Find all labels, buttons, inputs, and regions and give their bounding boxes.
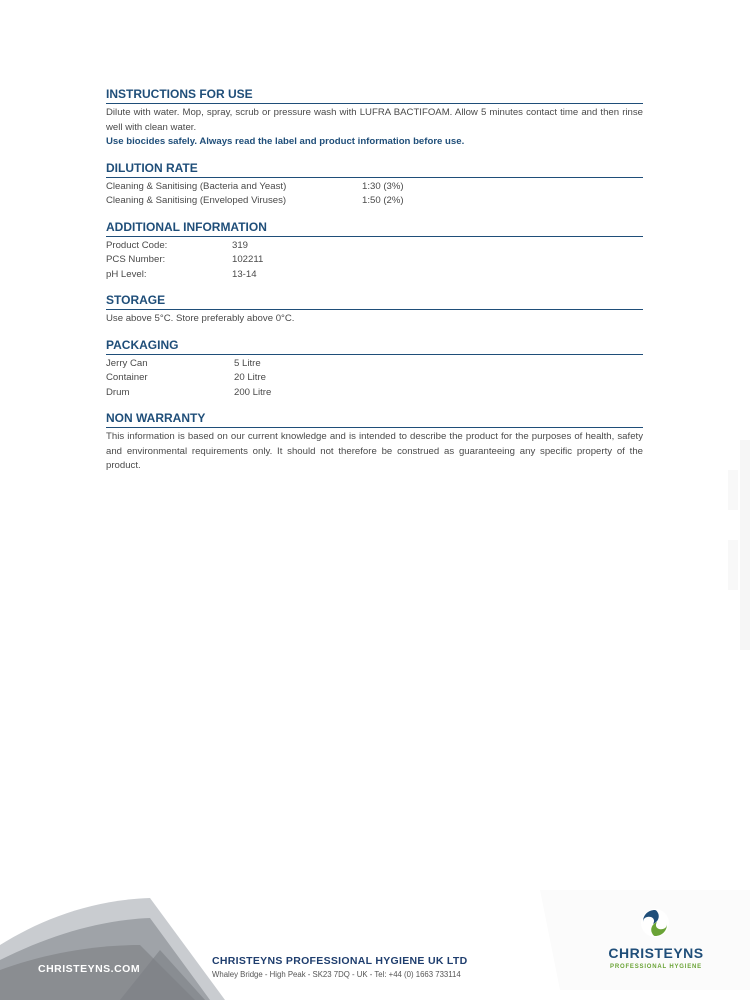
packaging-section xyxy=(106,337,643,401)
additional-section xyxy=(106,219,643,283)
additional-heading: ADDITIONAL INFORMATION xyxy=(106,219,643,237)
document-body xyxy=(106,86,643,484)
packaging-row xyxy=(106,357,643,372)
brand-tagline: PROFESSIONAL HYGIENE xyxy=(610,964,702,970)
footer-address: Whaley Bridge - High Peak - SK23 7DQ - UK - Tel: +44 (0) 1663 733114 xyxy=(212,970,461,979)
packaging-heading: PACKAGING xyxy=(106,337,643,355)
dilution-value: 1:50 (2%) xyxy=(362,195,404,206)
dilution-label: Cleaning & Sanitising (Enveloped Viruses) xyxy=(106,195,287,206)
packaging-row xyxy=(106,386,643,401)
additional-label: pH Level: xyxy=(106,268,147,280)
additional-label: PCS Number: xyxy=(106,254,166,265)
packaging-label: Drum xyxy=(106,386,130,398)
instructions-text: Dilute with water. Mop, spray, scrub or pressure wash with LUFRA BACTIFOAM. Allow 5 minutes contact time and then rinse well with clean water. xyxy=(106,107,643,133)
brand-name: CHRISTEYNS xyxy=(608,945,704,961)
warranty-section xyxy=(106,410,643,474)
packaging-value: 5 Litre xyxy=(234,357,261,369)
packaging-row xyxy=(106,371,643,386)
dilution-value: 1:30 (3%) xyxy=(362,180,404,192)
additional-value: 102211 xyxy=(232,254,264,265)
additional-value: 13-14 xyxy=(232,268,257,280)
additional-row xyxy=(106,253,643,268)
instructions-heading: INSTRUCTIONS FOR USE xyxy=(106,86,643,104)
additional-row xyxy=(106,239,643,254)
dilution-section xyxy=(106,160,643,209)
packaging-label: Container xyxy=(106,372,148,383)
storage-heading: STORAGE xyxy=(106,292,643,310)
warranty-text: This information is based on our current knowledge and is intended to describe the product for the purposes of health, safety and environmental requirements only. It should not therefore be construed as guaranteeing any specific property of the product. xyxy=(106,431,643,471)
decorative-edge-pattern xyxy=(720,440,750,650)
instructions-section xyxy=(106,86,643,150)
storage-text: Use above 5°C. Store preferably above 0°C. xyxy=(106,313,295,324)
dilution-label: Cleaning & Sanitising (Bacteria and Yeast) xyxy=(106,180,287,192)
packaging-value: 20 Litre xyxy=(234,372,266,383)
dilution-row xyxy=(106,180,643,195)
packaging-label: Jerry Can xyxy=(106,357,148,369)
instructions-warning: Use biocides safely. Always read the label and product information before use. xyxy=(106,136,465,147)
warranty-heading: NON WARRANTY xyxy=(106,410,643,428)
packaging-value: 200 Litre xyxy=(234,386,272,398)
dilution-row xyxy=(106,194,643,209)
additional-value: 319 xyxy=(232,239,249,251)
storage-section xyxy=(106,292,643,327)
christeyns-logo-icon xyxy=(640,908,670,938)
additional-row xyxy=(106,268,643,283)
dilution-heading: DILUTION RATE xyxy=(106,160,643,178)
additional-label: Product Code: xyxy=(106,239,168,251)
footer-company-name: CHRISTEYNS PROFESSIONAL HYGIENE UK LTD xyxy=(212,955,468,967)
footer-website: CHRISTEYNS.COM xyxy=(38,963,141,975)
